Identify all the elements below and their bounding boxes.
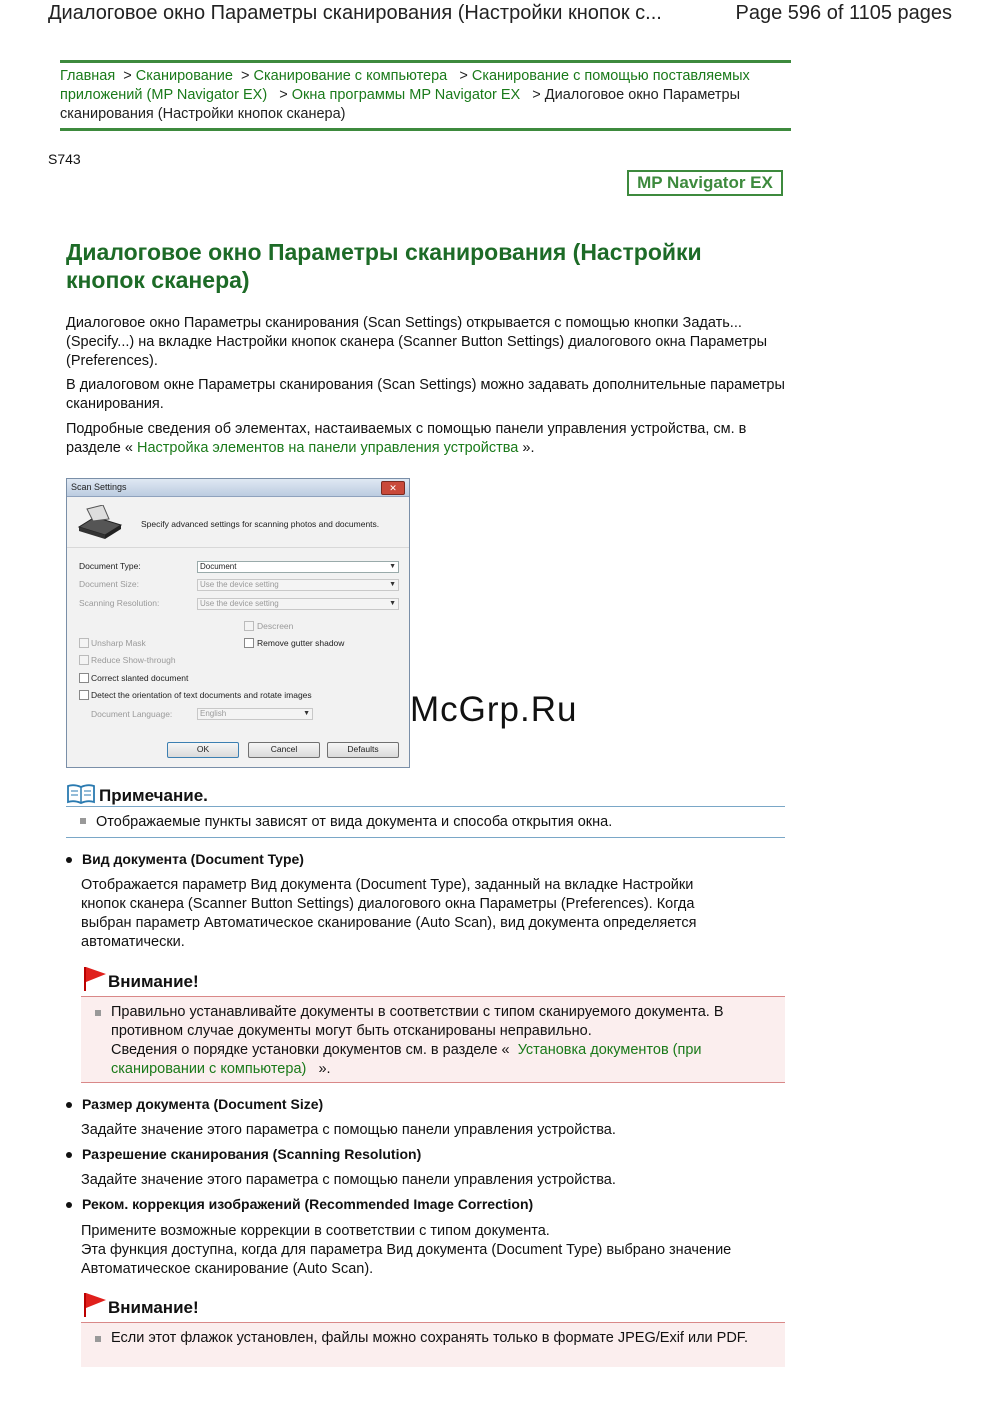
model-number: S743: [48, 151, 81, 167]
reduce-showthrough-checkbox[interactable]: [79, 655, 89, 665]
dialog-titlebar: [67, 479, 409, 497]
breadcrumb-link-mp-windows[interactable]: Окна программы MP Navigator EX: [291, 87, 521, 103]
document-placement-link[interactable]: Установка документов (при сканировании с компьютера): [111, 1042, 702, 1077]
warning-header: [81, 1292, 785, 1323]
correct-slanted-label: Correct slanted document: [91, 673, 189, 683]
descreen-checkbox[interactable]: [244, 621, 254, 631]
book-icon: [67, 784, 95, 804]
reduce-showthrough-label: Reduce Show-through: [91, 655, 176, 665]
resolution-select[interactable]: Use the device setting ▼: [197, 598, 399, 610]
breadcrumb: Главная > Сканирование > Сканирование с компьютера > Сканирование с помощью поставляемых приложений (MP Navigator EX) > Окна программы MP Navigator EX > Диалоговое окно Параметры сканирования (Настройки кнопок сканера): [60, 68, 750, 122]
note-item: Отображаемые пункты зависят от вида документа и способа открытия окна.: [66, 808, 785, 838]
intro-paragraph-3: Подробные сведения об элементах, настаиваемых с помощью панели управления устройства, см. в разделе « Настройка элементов на панели управления устройства ».: [66, 421, 747, 456]
breadcrumb-link-mp-navigator[interactable]: Сканирование с помощью поставляемых приложений (MP Navigator EX): [60, 68, 750, 103]
document-type-text: Отображается параметр Вид документа (Document Type), заданный на вкладке Настройки кнопок сканера (Scanner Button Settings) диалогового окна Параметры (Preferences). Когда выбран параметр Автоматическое сканирование (Auto Scan), вид документа определяется автоматически.: [81, 877, 697, 950]
document-type-label: Document Type:: [79, 561, 141, 571]
dialog-description: Specify advanced settings for scanning photos and documents.: [141, 519, 380, 529]
page-header-title: Диалоговое окно Параметры сканирования (Настройки кнопок с...: [48, 2, 662, 24]
dialog-title: Scan Settings: [71, 482, 127, 492]
breadcrumb-link-scanning[interactable]: Сканирование: [135, 68, 233, 84]
section-title-document-size: Размер документа (Document Size): [66, 1096, 323, 1112]
watermark-text: McGrp.Ru: [410, 690, 578, 729]
document-size-label: Document Size:: [79, 579, 139, 589]
top-divider: [60, 60, 791, 63]
resolution-text: Задайте значение этого параметра с помощью панели управления устройства.: [81, 1172, 616, 1188]
chevron-down-icon: ▼: [389, 581, 396, 588]
bottom-divider: [60, 128, 791, 131]
breadcrumb-separator: >: [119, 68, 132, 84]
document-size-text: Задайте значение этого параметра с помощью панели управления устройства.: [81, 1122, 616, 1138]
descreen-label: Descreen: [257, 621, 294, 631]
cancel-button[interactable]: Cancel: [248, 742, 320, 758]
close-icon[interactable]: ✕: [381, 481, 405, 495]
chevron-down-icon: ▼: [389, 600, 396, 607]
ok-button[interactable]: OK: [167, 742, 239, 758]
remove-gutter-label: Remove gutter shadow: [257, 638, 345, 648]
warning-header: [81, 966, 785, 997]
mp-navigator-logo: MP Navigator EX: [627, 170, 783, 196]
section-title-image-correction: Реком. коррекция изображений (Recommended Image Correction): [66, 1196, 533, 1212]
breadcrumb-link-scan-from-computer[interactable]: Сканирование с компьютера: [253, 68, 448, 84]
chevron-down-icon: ▼: [389, 563, 396, 570]
warning-body: Правильно устанавливайте документы в соответствии с типом сканируемого документа. В противном случае документы могут быть отсканированы неправильно. Сведения о порядке установки документов см. в разделе « Установка документов (при сканировании с компьютера) ».: [81, 997, 785, 1083]
page-counter: Page 596 of 1105 pages: [735, 2, 952, 24]
scan-settings-dialog: [66, 478, 410, 768]
unsharp-mask-checkbox[interactable]: [79, 638, 89, 648]
document-size-select[interactable]: Use the device setting ▼: [197, 579, 399, 591]
defaults-button[interactable]: Defaults: [327, 742, 399, 758]
page-title: Диалоговое окно Параметры сканирования (Настройки кнопок сканера): [66, 239, 702, 293]
note-title: Примечание.: [99, 786, 208, 805]
square-bullet-icon: [80, 818, 86, 824]
intro-paragraph-2: В диалоговом окне Параметры сканирования (Scan Settings) можно задавать дополнительные параметры сканирования.: [66, 377, 785, 412]
detect-orientation-checkbox[interactable]: [79, 690, 89, 700]
red-flag-icon: [83, 1292, 107, 1318]
image-correction-text: Примените возможные коррекции в соответствии с типом документа. Эта функция доступна, когда для параметра Вид документа (Document Type) выбрано значение Автоматическое сканирование (Auto Scan).: [81, 1223, 732, 1277]
chevron-down-icon: ▼: [303, 710, 310, 717]
red-flag-icon: [83, 966, 107, 992]
document-language-select[interactable]: English ▼: [197, 708, 313, 720]
device-panel-settings-link[interactable]: Настройка элементов на панели управления устройства: [137, 440, 519, 456]
section-title-resolution: Разрешение сканирования (Scanning Resolution): [66, 1146, 421, 1162]
breadcrumb-current: Диалоговое окно Параметры сканирования (Настройки кнопок сканера): [60, 87, 741, 122]
warning-title: Внимание!: [108, 1298, 199, 1317]
intro-paragraph-1: Диалоговое окно Параметры сканирования (Scan Settings) открывается с помощью кнопки Задать... (Specify...) на вкладке Настройки кнопок сканера (Scanner Button Settings) диалогового окна Параметры (Preferences).: [66, 315, 768, 369]
correct-slanted-checkbox[interactable]: [79, 673, 89, 683]
warning-title: Внимание!: [108, 972, 199, 991]
dialog-separator: [67, 547, 409, 548]
section-title-document-type: Вид документа (Document Type): [66, 851, 304, 867]
note-header: [66, 784, 785, 807]
square-bullet-icon: [95, 1010, 101, 1016]
square-bullet-icon: [95, 1336, 101, 1342]
document-type-select[interactable]: Document ▼: [197, 561, 399, 573]
document-language-label: Document Language:: [91, 709, 173, 719]
breadcrumb-link-home[interactable]: Главная: [60, 68, 116, 84]
resolution-label: Scanning Resolution:: [79, 598, 160, 608]
unsharp-mask-label: Unsharp Mask: [91, 638, 146, 648]
remove-gutter-checkbox[interactable]: [244, 638, 254, 648]
detect-orientation-label: Detect the orientation of text documents and rotate images: [91, 690, 312, 700]
scanner-icon: [75, 505, 123, 541]
warning-body: Если этот флажок установлен, файлы можно сохранять только в формате JPEG/Exif или PDF.: [81, 1323, 785, 1367]
